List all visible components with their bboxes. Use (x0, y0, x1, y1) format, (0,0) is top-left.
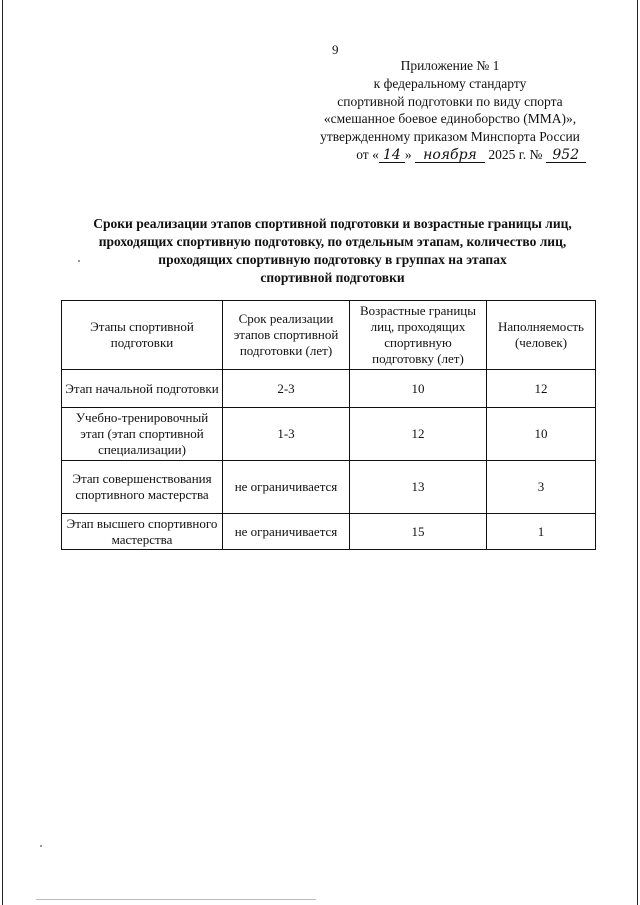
date-separator: » (404, 146, 412, 162)
cell-occupancy: 10 (487, 408, 596, 461)
scan-speck (40, 845, 42, 847)
cell-stage: Учебно-тренировочный этап (этап спортивной специализации) (62, 408, 223, 461)
appendix-date-line (300, 146, 600, 164)
cell-stage: Этап совершенствования спортивного мастерства (62, 461, 223, 514)
cell-duration: 2-3 (223, 370, 350, 408)
date-day: 14 (379, 148, 405, 163)
cell-occupancy: 3 (487, 461, 596, 514)
date-month: ноября (415, 148, 485, 163)
header-occupancy: Наполняемость (человек) (487, 301, 596, 370)
cell-occupancy: 12 (487, 370, 596, 408)
cell-occupancy: 1 (487, 514, 596, 550)
document-title (60, 215, 605, 287)
cell-age: 15 (350, 514, 487, 550)
scan-speck (78, 260, 80, 262)
title-line-3: проходящих спортивную подготовку в группах на этапах (158, 252, 507, 267)
appendix-line-3: спортивной подготовки по виду спорта (337, 93, 563, 109)
cell-duration: не ограничивается (223, 461, 350, 514)
table-row (62, 408, 596, 461)
page-number: 9 (332, 42, 339, 57)
header-duration: Срок реализации этапов спортивной подготовки (лет) (223, 301, 350, 370)
cell-duration: 1-3 (223, 408, 350, 461)
appendix-line-2: к федеральному стандарту (373, 75, 527, 91)
table-header-row (62, 301, 596, 370)
appendix-line-4: «смешанное боевое единоборство (ММА)», (323, 111, 577, 127)
table-row (62, 514, 596, 550)
appendix-line-5: утвержденному приказом Минспорта России (320, 129, 580, 145)
date-year: 2025 г. № (488, 146, 543, 162)
header-age-limits: Возрастные границы лиц, проходящих спортивную подготовку (лет) (350, 301, 487, 370)
table-row (62, 461, 596, 514)
scan-border-right (637, 0, 638, 905)
header-stages: Этапы спортивной подготовки (62, 301, 223, 370)
cell-age: 13 (350, 461, 487, 514)
appendix-line-1: Приложение № 1 (400, 58, 500, 73)
appendix-header (300, 57, 600, 164)
table-row (62, 370, 596, 408)
title-line-2: проходящих спортивную подготовку, по отдельным этапам, количество лиц, (98, 234, 567, 249)
title-line-1: Сроки реализации этапов спортивной подготовки и возрастные границы лиц, (93, 216, 572, 231)
cell-stage: Этап начальной подготовки (62, 370, 223, 408)
cell-stage: Этап высшего спортивного мастерства (62, 514, 223, 550)
cell-duration: не ограничивается (223, 514, 350, 550)
cell-age: 12 (350, 408, 487, 461)
order-number: 952 (546, 148, 586, 163)
date-prefix: от « (356, 146, 379, 162)
stages-table (61, 300, 596, 550)
scan-footer-line (36, 899, 316, 900)
cell-age: 10 (350, 370, 487, 408)
scan-border-left (2, 0, 3, 905)
title-line-4: спортивной подготовки (260, 270, 405, 285)
